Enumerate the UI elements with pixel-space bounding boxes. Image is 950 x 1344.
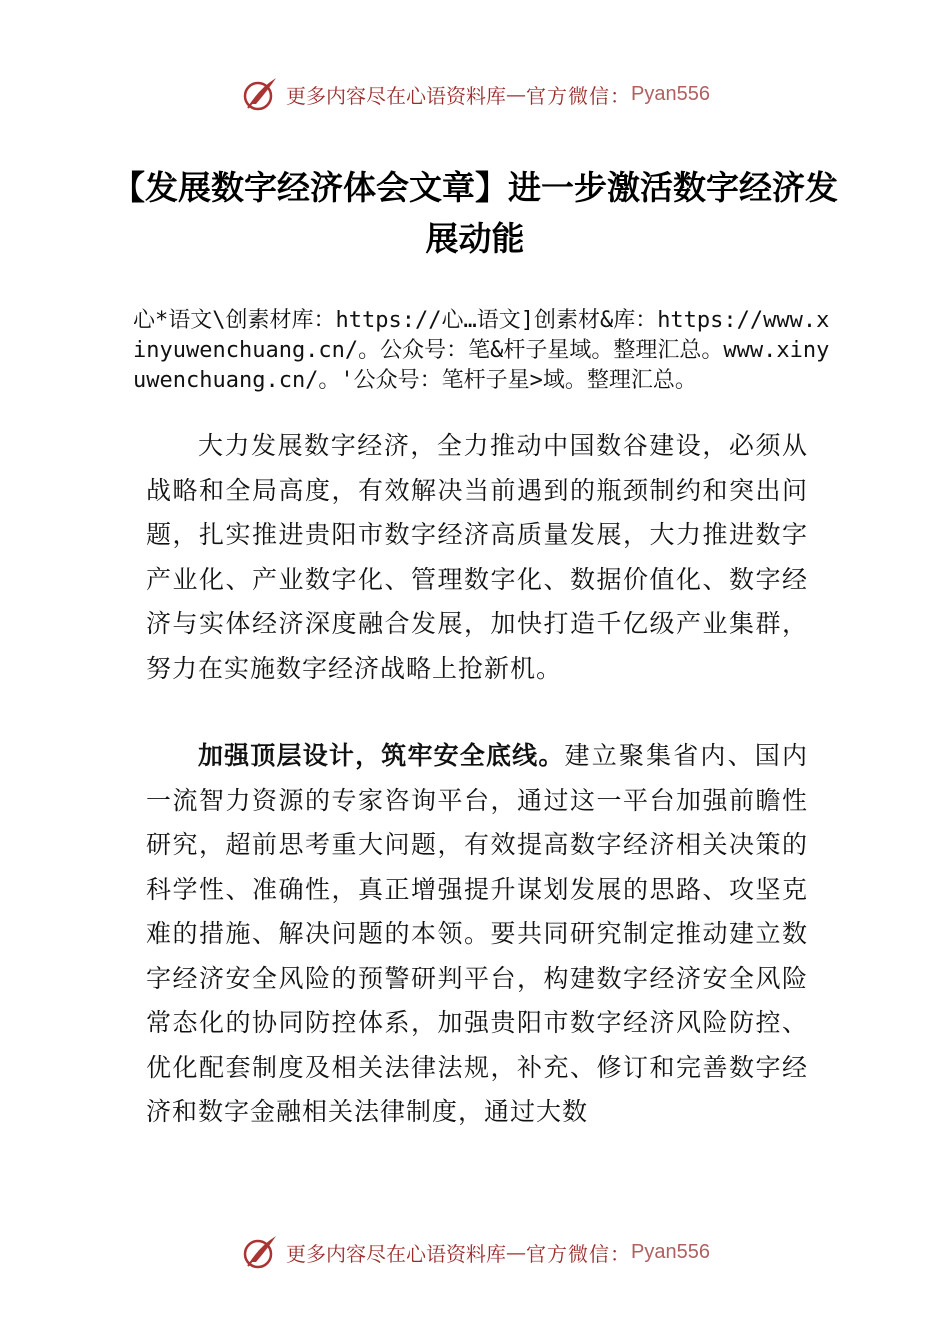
paragraph-2 — [146, 734, 808, 1135]
quill-logo-icon — [240, 74, 280, 114]
footer-banner-text: 更多内容尽在心语资料库 — [286, 1241, 507, 1266]
wechat-id: Pyan556 — [631, 82, 710, 105]
footer-wechat-label: 官方微信： — [526, 1241, 632, 1266]
footer-separator: — — [506, 1240, 527, 1264]
source-note: 心*语文\创素材库：https://心…语文]创素材&库：https://www.xinyuwenchuang.cn/。公众号：笔&杆子星域。整理汇总。www.xinyuwenchuang.cn/。'公众号：笔杆子星>域。整理汇总。 — [133, 308, 830, 393]
paragraph-2-body: 建立聚集省内、国内一流智力资源的专家咨询平台，通过这一平台加强前瞻性研究，超前思考重大问题，有效提高数字经济相关决策的科学性、准确性，真正增强提升谋划发展的思路、攻坚克难的措施、解决问题的本领。要共同研究制定推动建立数字经济安全风险的预警研判平台，构建数字经济安全风险常态化的协同防控体系，加强贵阳市数字经济风险防控、优化配套制度及相关法律法规，补充、修订和完善数字经济和数字金融相关法律制度，通过大数 — [146, 741, 808, 1126]
banner-separator: — — [506, 82, 527, 106]
quill-logo-icon — [240, 1232, 280, 1272]
footer-banner — [0, 1230, 950, 1274]
document-title: 【发展数字经济体会文章】进一步激活数字经济发展动能 — [112, 168, 838, 258]
paragraph-2-lead: 加强顶层设计，筑牢安全底线。 — [198, 741, 565, 770]
paragraph-1: 大力发展数字经济，全力推动中国数谷建设，必须从战略和全局高度，有效解决当前遇到的瓶颈制约和突出问题，扎实推进贵阳市数字经济高质量发展，大力推进数字产业化、产业数字化、管理数字化、数据价值化、数字经济与实体经济深度融合发展，加快打造千亿级产业集群，努力在实施数字经济战略上抢新机。 — [146, 431, 808, 683]
header-banner — [0, 72, 950, 116]
wechat-label: 官方微信： — [526, 83, 632, 108]
footer-wechat-id: Pyan556 — [631, 1240, 710, 1263]
banner-text: 更多内容尽在心语资料库 — [286, 83, 507, 108]
